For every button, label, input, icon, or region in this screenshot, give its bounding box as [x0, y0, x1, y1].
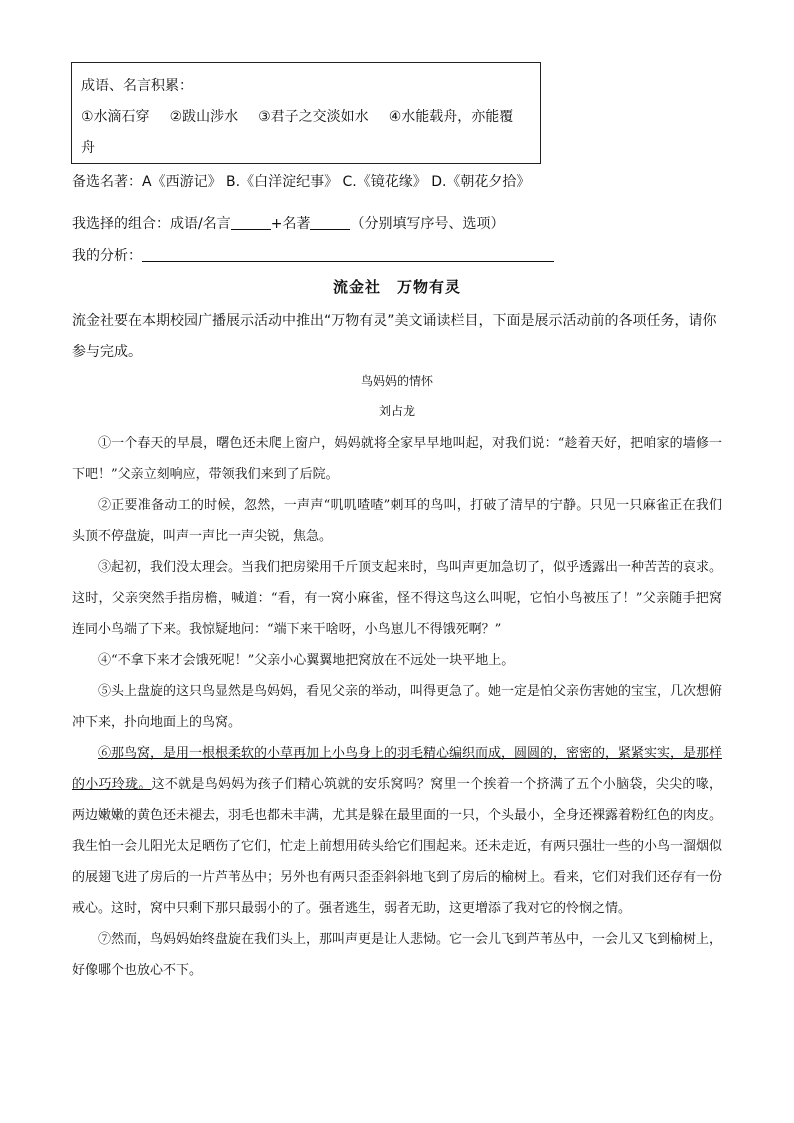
story-paragraph-3: ③起初，我们没太理会。当我们把房梁用千斤顶支起来时，鸟叫声更加急切了，似乎透露出一种苦苦的哀求。这时，父亲突然手指房檐，喊道：“看，有一窝小麻雀，怪不得这鸟这么叫呢，它怕小鸟被压了！”父亲随手把窝连同小鸟端了下来。我惊疑地问：“端下来干啥呀，小鸟崽儿不得饿死啊？” — [72, 560, 723, 637]
idiom-answer-blank[interactable] — [231, 215, 271, 230]
books-line: 备选名著：A《西游记》 B.《白洋淀纪事》 C.《镜花缘》 D.《朝花夕拾》 — [72, 174, 531, 190]
idiom-list — [81, 102, 540, 133]
idiom-item-4-cont: 舟 — [81, 140, 95, 156]
choice-line — [72, 214, 504, 234]
story-paragraph-4: ④“不拿下来才会饿死呢！”父亲小心翼翼地把窝放在不远处一块平地上。 — [98, 653, 515, 668]
choice-mid: +名著 — [270, 216, 311, 232]
story-body — [72, 428, 722, 986]
intro-paragraph: 流金社要在本期校园广播展示活动中推出“万物有灵”美文诵读栏目，下面是展示活动前的各项任务，请你参与完成。 — [72, 313, 717, 360]
analysis-line — [72, 246, 554, 266]
idiom-item-4: ④水能载舟，亦能覆 — [388, 109, 514, 125]
story-title: 鸟妈妈的情怀 — [360, 374, 433, 388]
story-paragraph-1: ①一个春天的早晨，曙色还未爬上窗户，妈妈就将全家早早地叫起，对我们说：“趁着天好，把咱家的墙修一下吧！”父亲立刻响应，带领我们来到了后院。 — [72, 436, 722, 482]
story-author: 刘占龙 — [378, 404, 415, 418]
story-paragraph-2: ②正要准备动工的时候，忽然，一声声“叽叽喳喳”刺耳的鸟叫，打破了清早的宁静。只见一只麻雀正在我们头顶不停盘旋，叫声一声比一声尖锐，焦急。 — [72, 498, 722, 544]
story-paragraph-6-rest: 这不就是鸟妈妈为孩子们精心筑就的安乐窝吗？窝里一个挨着一个挤满了五个小脑袋，尖尖的喙，两边嫩嫩的黄色还未褪去，羽毛也都未丰满，尤其是躲在最里面的一只，个头最小，全身还裸露着粉红色的肉皮。我生怕一会儿阳光太足晒伤了它们，忙走上前想用砖头给它们围起来。还未走近，有两只强壮一些的小鸟一溜烟似的展翅飞进了房后的一片芦苇丛中；另外也有两只歪歪斜斜地飞到了房后的榆树上。看来，它们对我们还存有一份戒心。这时，窝中只剩下那只最弱小的了。强者逃生，弱者无助，这更增添了我对它的怜悯之情。 — [72, 777, 723, 916]
section-title: 流金社 万物有灵 — [332, 278, 461, 296]
idiom-item-3: ③君子之交淡如水 — [258, 109, 369, 125]
analysis-label: 我的分析： — [72, 248, 142, 264]
story-paragraph-6 — [72, 738, 722, 924]
idiom-box — [71, 62, 541, 164]
idiom-item-2: ②跋山涉水 — [169, 109, 239, 125]
analysis-answer-blank[interactable] — [142, 247, 554, 262]
idiom-box-heading: 成语、名言积累： — [81, 78, 193, 94]
underlined-sentence: ⑥那鸟窝，是用一根根柔软的小草再加上小鸟身上的羽毛精心编织而成，圆圆的，密密的，紧紧实实，是那样的小巧玲珑。 — [72, 746, 723, 792]
book-answer-blank[interactable] — [310, 215, 350, 230]
choice-suffix: （分别填写序号、选项） — [350, 216, 505, 232]
idiom-item-1: ①水滴石穿 — [81, 109, 150, 125]
story-paragraph-7: ⑦然而，鸟妈妈始终盘旋在我们头上，那叫声更是让人悲恸。它一会儿飞到芦苇丛中，一会儿又飞到榆树上，好像哪个也放心不下。 — [72, 932, 723, 978]
choice-prefix: 我选择的组合：成语/名言 — [72, 216, 231, 232]
story-paragraph-5: ⑤头上盘旋的这只鸟显然是鸟妈妈，看见父亲的举动，叫得更急了。她一定是怕父亲伤害她的宝宝，几次想俯冲下来，扑向地面上的鸟窝。 — [72, 684, 723, 730]
